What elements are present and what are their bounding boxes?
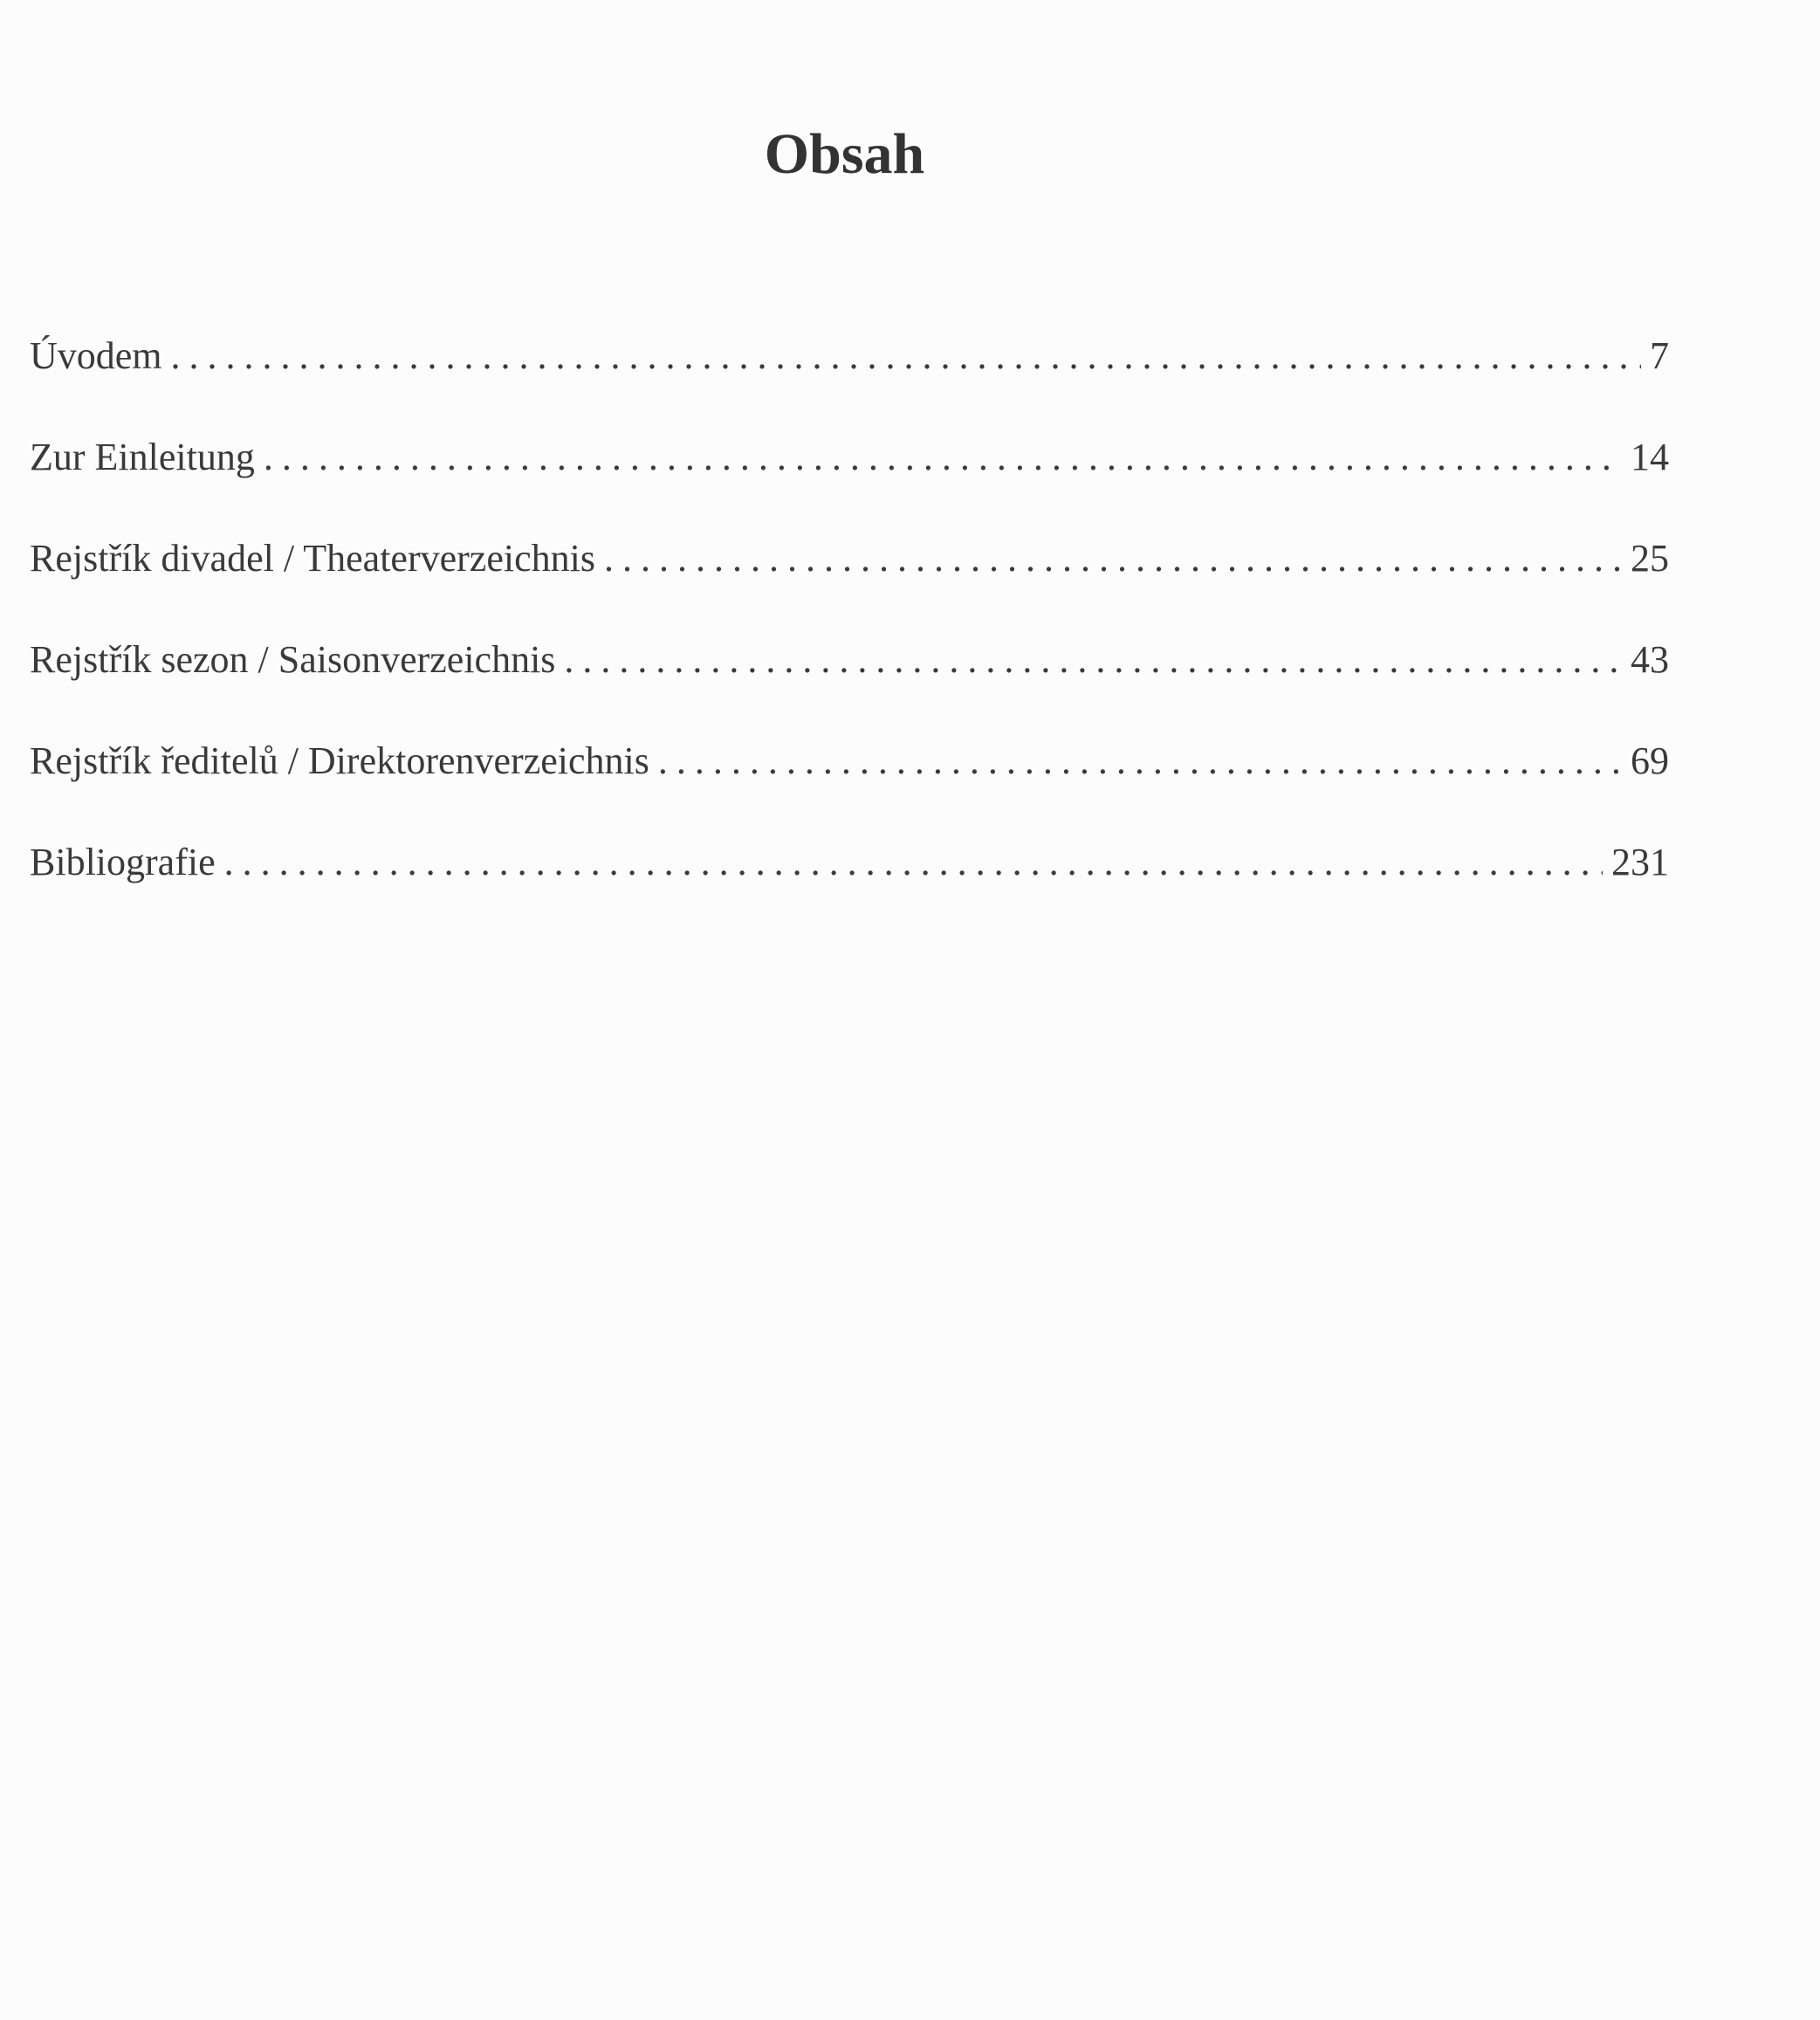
dot-leader [171,306,1641,407]
toc-entry-label: Zur Einleitung [30,436,255,478]
toc-entry-rejstrik-sezon[interactable] [30,609,1669,711]
toc-entry-page: 25 [1631,537,1669,580]
toc-entry-page: 69 [1631,739,1669,782]
dot-leader [224,812,1603,913]
toc-entry-uvodem[interactable] [30,306,1669,407]
dot-leader [658,711,1622,812]
page-title: Obsah [764,122,925,186]
toc-entry-page: 231 [1611,841,1669,883]
toc-entry-label: Rejstřík divadel / Theaterverzeichnis [30,537,595,580]
toc-entry-label: Rejstřík sezon / Saisonverzeichnis [30,638,556,681]
dot-leader [564,609,1622,711]
toc-entry-page: 14 [1631,436,1669,478]
dot-leader [604,508,1622,609]
toc-entry-bibliografie[interactable] [30,812,1669,913]
toc-entry-rejstrik-divadel[interactable] [30,508,1669,609]
toc-entry-label: Úvodem [30,334,162,377]
toc-entry-page: 7 [1650,334,1669,377]
toc-entry-label: Rejstřík ředitelů / Direktorenverzeichnis [30,739,649,782]
toc-entry-rejstrik-reditelu[interactable] [30,711,1669,812]
dot-leader [264,407,1622,508]
table-of-contents [30,306,1669,913]
toc-entry-label: Bibliografie [30,841,216,883]
toc-entry-zur-einleitung[interactable] [30,407,1669,508]
toc-entry-page: 43 [1631,638,1669,681]
